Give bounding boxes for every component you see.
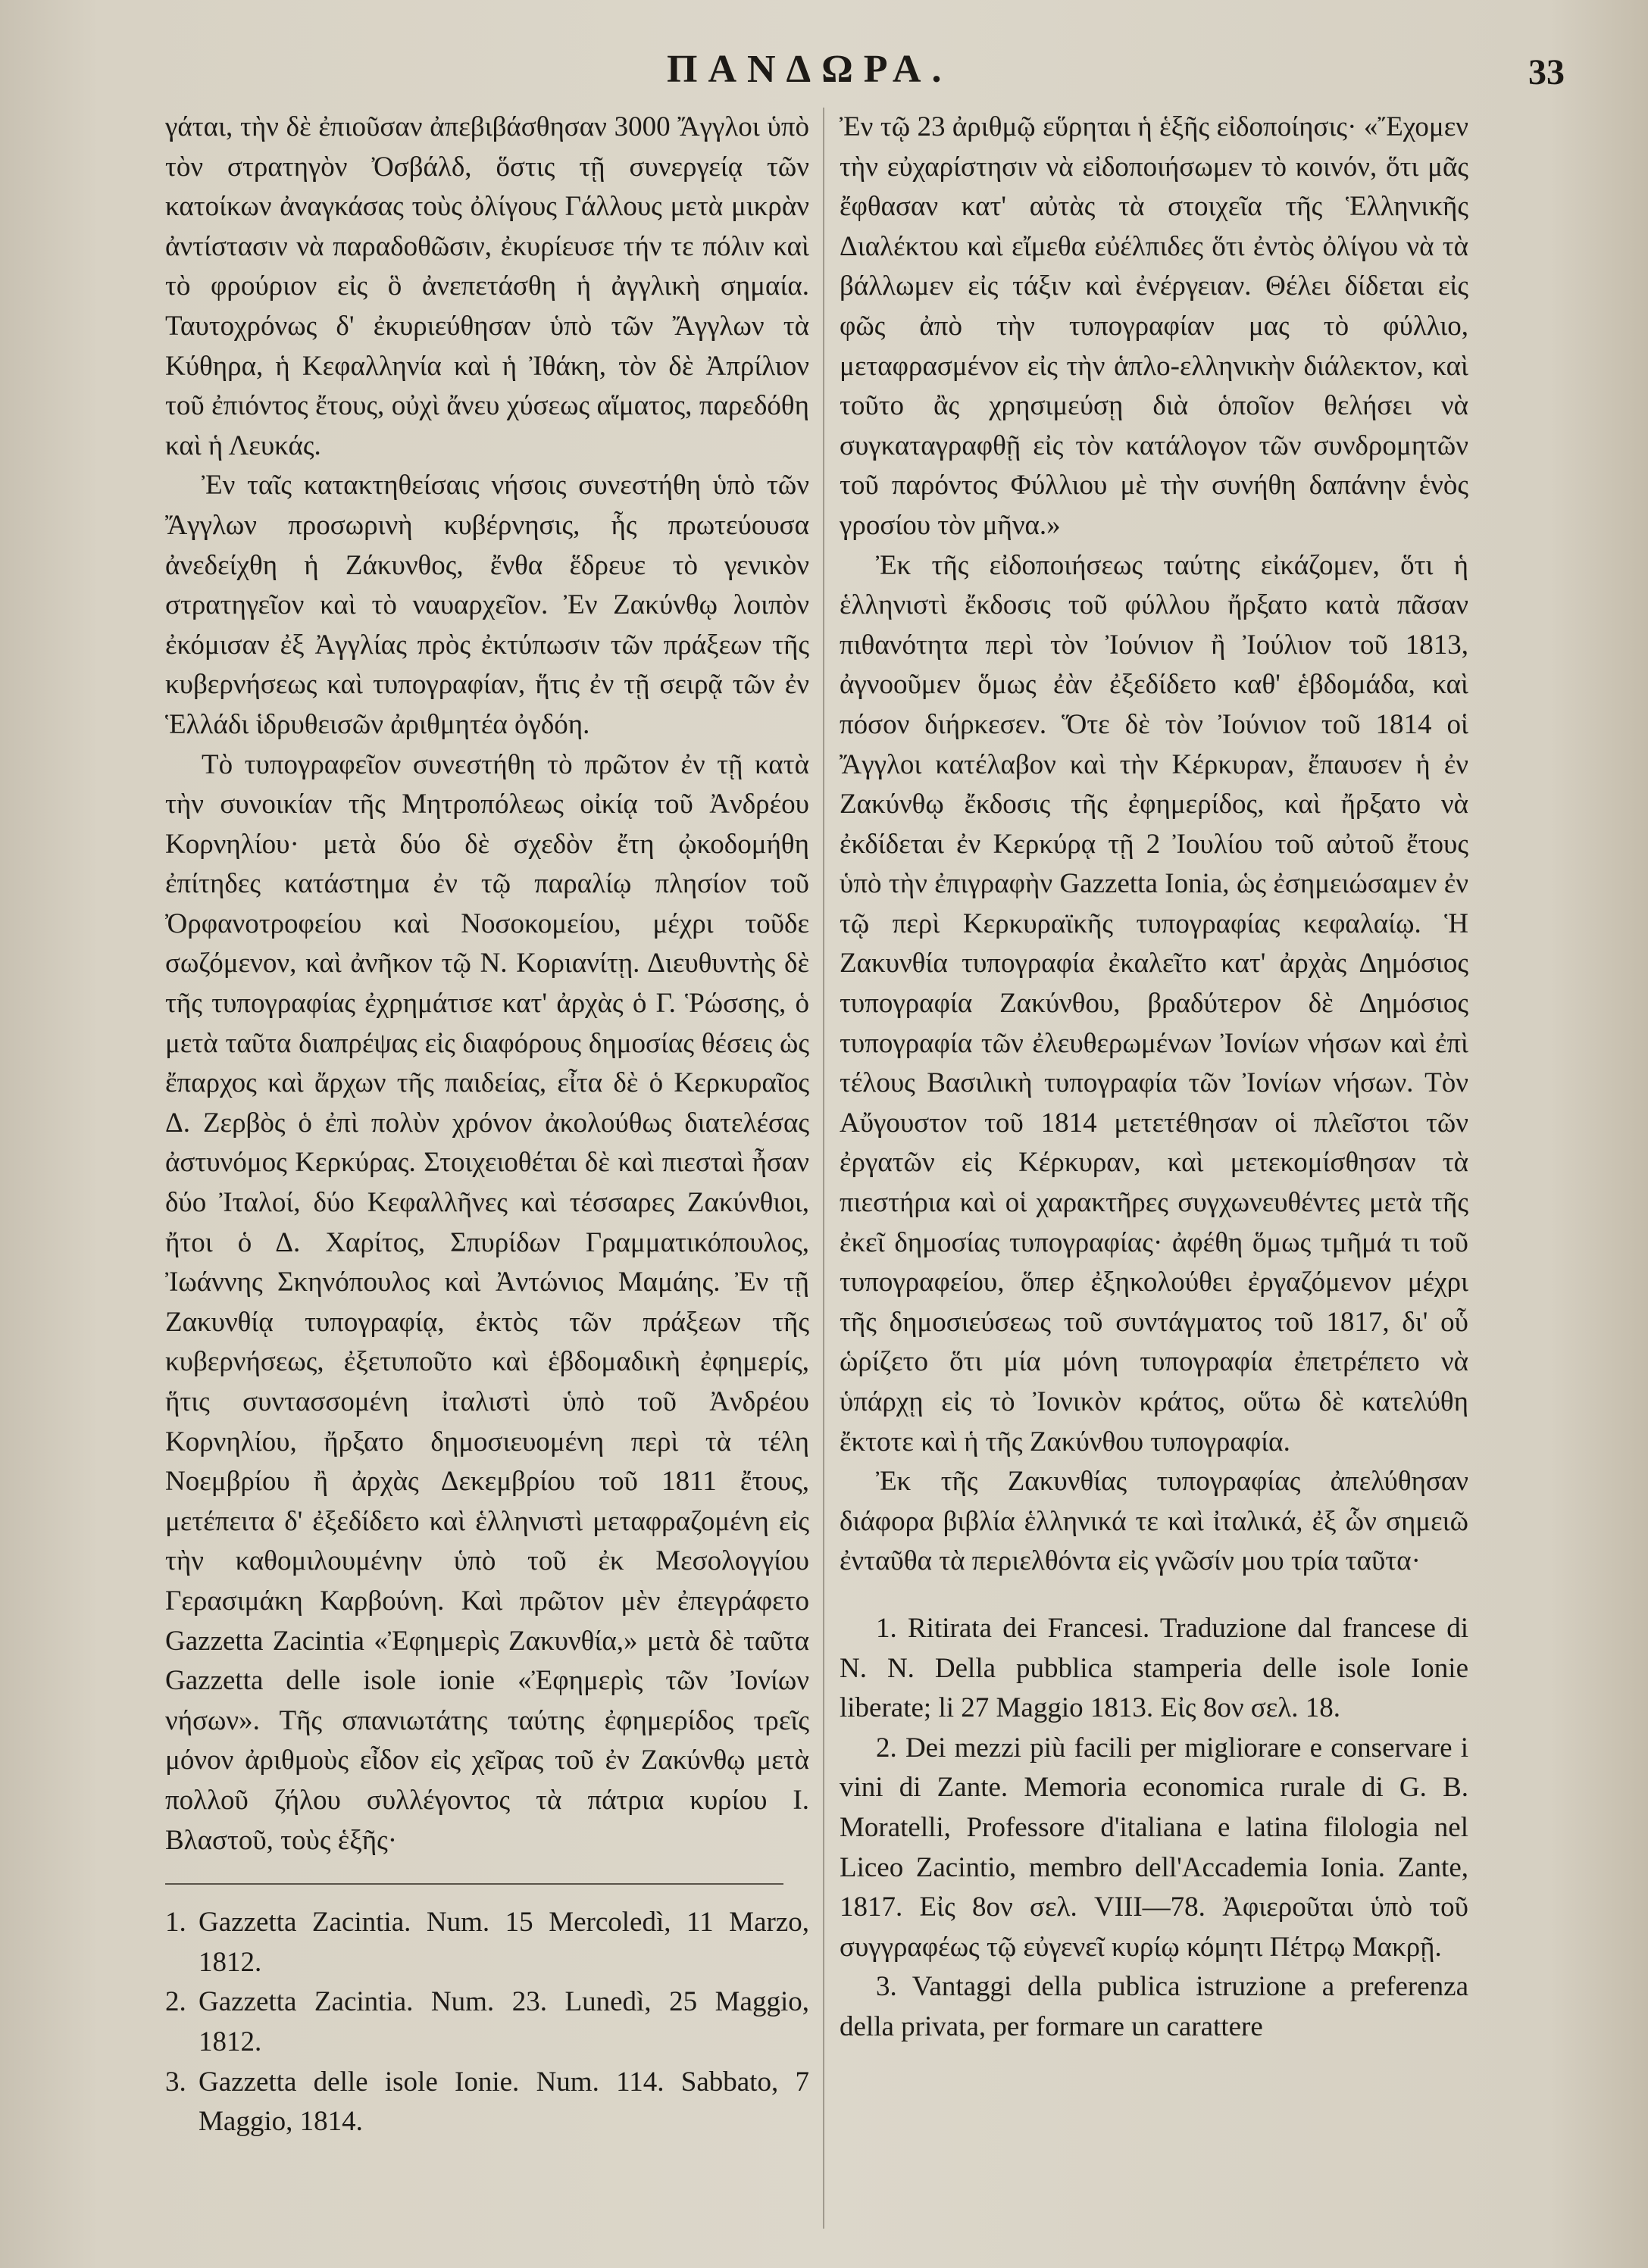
list-item	[165, 1903, 809, 1982]
right-paragraph-3: Ἐκ τῆς Ζακυνθίας τυπογραφίας ἀπελύθησαν διάφορα βιβλία ἑλληνικά τε καὶ ἰταλικά, ἐξ ὧν σημειῶ ἐνταῦθα τὰ περιελθόντα εἰς γνῶσίν μου τρία ταῦτα·	[840, 1466, 1468, 1577]
book-list-item: 1. Ritirata dei Francesi. Traduzione dal francese di N. N. Della pubblica stamperia delle isole Ionie liberate; li 27 Maggio 1813. Εἰς 8ον σελ. 18.	[840, 1612, 1468, 1724]
left-paragraph-1: γάται, τὴν δὲ ἐπιοῦσαν ἀπεβιβάσθησαν 3000 Ἄγγλοι ὑπὸ τὸν στρατηγὸν Ὀσβάλδ, ὅστις τῇ συνεργείᾳ τῶν κατοίκων ἀναγκάσας τοὺς ὀλίγους Γάλλους μετὰ μικρὰν ἀντίστασιν νὰ παραδοθῶσιν, ἐκυρίευσε τήν τε πόλιν καὶ τὸ φρούριον εἰς ὃ ἀνεπετάσθη ἡ ἀγγλικὴ σημαία. Ταυτοχρόνως δ' ἐκυριεύθησαν ὑπὸ τῶν Ἄγγλων τὰ Κύθηρα, ἡ Κεφαλληνία καὶ ἡ Ἰθάκη, τὸν δὲ Ἀπρίλιον τοῦ ἐπιόντος ἔτους, οὐχὶ ἄνευ χύσεως αἵματος, παρεδόθη καὶ ἡ Λευκάς.	[165, 111, 809, 461]
running-title: ΠΑΝΔΩΡΑ.	[667, 48, 952, 91]
list-item-text: Gazzetta Zacintia. Num. 15 Mercoledì, 11 Marzo, 1812.	[199, 1907, 809, 1978]
book-list	[840, 1609, 1468, 2048]
list-item-number: 3.	[165, 2066, 186, 2098]
book-list-item: 2. Dei mezzi più facili per migliorare e conservare i vini di Zante. Memoria economica rurale di G. B. Moratelli, Professore d'italiana e latina filologia nel Liceo Zacintio, membro dell'Accademia Ionia. Zante, 1817. Εἰς 8ον σελ. VIII—78. Ἀφιεροῦται ὑπὸ τοῦ συγγραφέως τῷ εὐγενεῖ κυρίῳ κόμητι Πέτρῳ Μακρῇ.	[840, 1732, 1468, 1963]
list-item-text: Gazzetta delle isole Ionie. Num. 114. Sabbato, 7 Maggio, 1814.	[199, 2066, 809, 2138]
left-column	[165, 108, 809, 2142]
list-item-text: Gazzetta Zacintia. Num. 23. Lunedì, 25 Maggio, 1812.	[199, 1986, 809, 2057]
left-paragraph-3: Τὸ τυπογραφεῖον συνεστήθη τὸ πρῶτον ἐν τῇ κατὰ τὴν συνοικίαν τῆς Μητροπόλεως οἰκίᾳ τοῦ Ἀνδρέου Κορνηλίου· μετὰ δύο δὲ σχεδὸν ἔτη ᾠκοδομήθη ἐπίτηδες κατάστημα ἐν τῷ παραλίῳ πλησίον τοῦ Ὀρφανοτροφείου καὶ Νοσοκομείου, μέχρι τοῦδε σωζόμενον, καὶ ἀνῆκον τῷ Ν. Κοριανίτῃ. Διευθυντὴς δὲ τῆς τυπογραφίας ἐχρημάτισε κατ' ἀρχὰς ὁ Γ. Ῥώσσης, ὁ μετὰ ταῦτα διαπρέψας εἰς διαφόρους δημοσίας θέσεις ὡς ἔπαρχος καὶ ἄρχων τῆς παιδείας, εἶτα δὲ ὁ Κερκυραῖος Δ. Ζερβὸς ὁ ἐπὶ πολὺν χρόνον ἀκολούθως διατελέσας ἀστυνόμος Κερκύρας. Στοιχειοθέται δὲ καὶ πιεσταὶ ἦσαν δύο Ἰταλοί, δύο Κεφαλλῆνες καὶ τέσσαρες Ζακύνθιοι, ἤτοι ὁ Δ. Χαρίτος, Σπυρίδων Γραμματικόπουλος, Ἰωάννης Σκηνόπουλος καὶ Ἀντώνιος Μαμάης. Ἐν τῇ Ζακυνθίᾳ τυπογραφίᾳ, ἐκτὸς τῶν πράξεων τῆς κυβερνήσεως, ἐξετυποῦτο καὶ ἑβδομαδικὴ ἐφημερίς, ἥτις συντασσομένη ἰταλιστὶ ὑπὸ τοῦ Ἀνδρέου Κορνηλίου, ἤρξατο δημοσιευομένη περὶ τὰ τέλη Νοεμβρίου ἢ ἀρχὰς Δεκεμβρίου τοῦ 1811 ἔτους, μετέπειτα δ' ἐξεδίδετο καὶ ἑλληνιστὶ μεταφραζομένη εἰς τὴν καθομιλουμένην ὑπὸ τοῦ ἐκ Μεσολογγίου Γερασιμάκη Καρβούνη. Καὶ πρῶτον μὲν ἐπεγράφετο Gazzetta Zacintia «Ἐφημερὶς Ζακυνθία,» μετὰ δὲ ταῦτα Gazzetta delle isole ionie «Ἐφημερὶς τῶν Ἰονίων νήσων». Τῆς σπανιωτάτης ταύτης ἐφημερίδος τρεῖς μόνον ἀριθμοὺς εἶδον εἰς χεῖρας τοῦ ἐν Ζακύνθῳ μετὰ πολλοῦ ζήλου συλλέγοντος τὰ πάτρια κυρίου Ι. Βλαστοῦ, τοὺς ἑξῆς·	[165, 748, 809, 1856]
book-list-item: 3. Vantaggi della publica istruzione a preferenza della privata, per formare un carattere	[840, 1971, 1468, 2042]
right-column	[840, 108, 1468, 2048]
column-divider	[823, 108, 824, 2229]
page-number: 33	[1528, 52, 1565, 92]
list-item-number: 2.	[165, 1986, 186, 2018]
newspaper-issue-list	[165, 1903, 809, 2142]
list-item	[165, 2063, 809, 2142]
right-paragraph-2: Ἐκ τῆς εἰδοποιήσεως ταύτης εἰκάζομεν, ὅτι ἡ ἑλληνιστὶ ἔκδοσις τοῦ φύλλου ἤρξατο κατὰ πᾶσαν πιθανότητα περὶ τὸν Ἰούνιον ἢ Ἰούλιον τοῦ 1813, ἀγνοοῦμεν ὅμως ἐὰν ἐξεδίδετο καθ' ἑβδομάδα, καὶ πόσον διήρκεσεν. Ὅτε δὲ τὸν Ἰούνιον τοῦ 1814 οἱ Ἄγγλοι κατέλαβον καὶ τὴν Κέρκυραν, ἔπαυσεν ἡ ἐν Ζακύνθῳ ἔκδοσις τῆς ἐφημερίδος, καὶ ἤρξατο νὰ ἐκδίδεται ἐν Κερκύρᾳ τῇ 2 Ἰουλίου τοῦ αὐτοῦ ἔτους ὑπὸ τὴν ἐπιγραφὴν Gazzetta Ionia, ὡς ἐσημειώσαμεν ἐν τῷ περὶ Κερκυραϊκῆς τυπογραφίας κεφαλαίῳ. Ἡ Ζακυνθία τυπογραφία ἐκαλεῖτο κατ' ἀρχὰς Δημόσιος τυπογραφία Ζακύνθου, βραδύτερον δὲ Δημόσιος τυπογραφία τῶν ἐλευθερωμένων Ἰονίων νήσων καὶ ἐπὶ τέλους Βασιλικὴ τυπογραφία τῶν Ἰονίων νήσων. Τὸν Αὔγουστον τοῦ 1814 μετετέθησαν οἱ πλεῖστοι τῶν ἐργατῶν εἰς Κέρκυραν, καὶ μετεκομίσθησαν τὰ πιεστήρια καὶ οἱ χαρακτῆρες συγχωνευθέντες μετὰ τῆς ἐκεῖ δημοσίας τυπογραφίας· ἀφέθη ὅμως τμῆμά τι τοῦ τυπογραφείου, ὅπερ ἐξηκολούθει ἐργαζόμενον μέχρι τῆς δημοσιεύσεως τοῦ συντάγματος τοῦ 1817, δι' οὗ ὡρίζετο ὅτι μία μόνη τυπογραφία ἐπετρέπετο νὰ ὑπάρχῃ εἰς τὸ Ἰονικὸν κράτος, οὕτω δὲ κατελύθη ἔκτοτε καὶ ἡ τῆς Ζακύνθου τυπογραφία.	[840, 549, 1468, 1457]
left-paragraph-2: Ἐν ταῖς κατακτηθείσαις νήσοις συνεστήθη ὑπὸ τῶν Ἄγγλων προσωρινὴ κυβέρνησις, ἧς πρωτεύουσα ἀνεδείχθη ἡ Ζάκυνθος, ἔνθα ἕδρευε τὸ γενικὸν στρατηγεῖον καὶ τὸ ναυαρχεῖον. Ἐν Ζακύνθῳ λοιπὸν ἐκόμισαν ἐξ Ἀγγλίας πρὸς ἐκτύπωσιν τῶν πράξεων τῆς κυβερνήσεως καὶ τυπογραφίαν, ἥτις ἐν τῇ σειρᾷ τῶν ἐν Ἑλλάδι ἱδρυθεισῶν ἀριθμητέα ὀγδόη.	[165, 470, 809, 740]
list-separator-rule	[165, 1883, 783, 1885]
right-paragraph-1: Ἐν τῷ 23 ἀριθμῷ εὕρηται ἡ ἑξῆς εἰδοποίησις· «Ἔχομεν τὴν εὐχαρίστησιν νὰ εἰδοποιήσωμεν τὸ κοινόν, ὅτι μᾶς ἔφθασαν κατ' αὐτὰς τὰ στοιχεῖα τῆς Ἑλληνικῆς Διαλέκτου καὶ εἴμεθα εὐέλπιδες ὅτι ἐντὸς ὀλίγου νὰ τὰ βάλλωμεν εἰς τάξιν καὶ ἐνέργειαν. Θέλει δίδεται εἰς φῶς ἀπὸ τὴν τυπογραφίαν μας τὸ φύλλιο, μεταφρασμένον εἰς τὴν ἁπλο-ελληνικὴν διάλεκτον, καὶ τοῦτο ἂς χρησιμεύσῃ διὰ ὁποῖον θελήσει νὰ συγκαταγραφθῇ εἰς τὸν κατάλογον τῶν συνδρομητῶν τοῦ παρόντος Φύλλιου μὲ τὴν συνήθη δαπάνην ἑνὸς γροσίου τὸν μῆνα.»	[840, 111, 1468, 541]
list-item	[165, 1982, 809, 2062]
page-header	[0, 47, 1648, 100]
list-item-number: 1.	[165, 1907, 186, 1938]
